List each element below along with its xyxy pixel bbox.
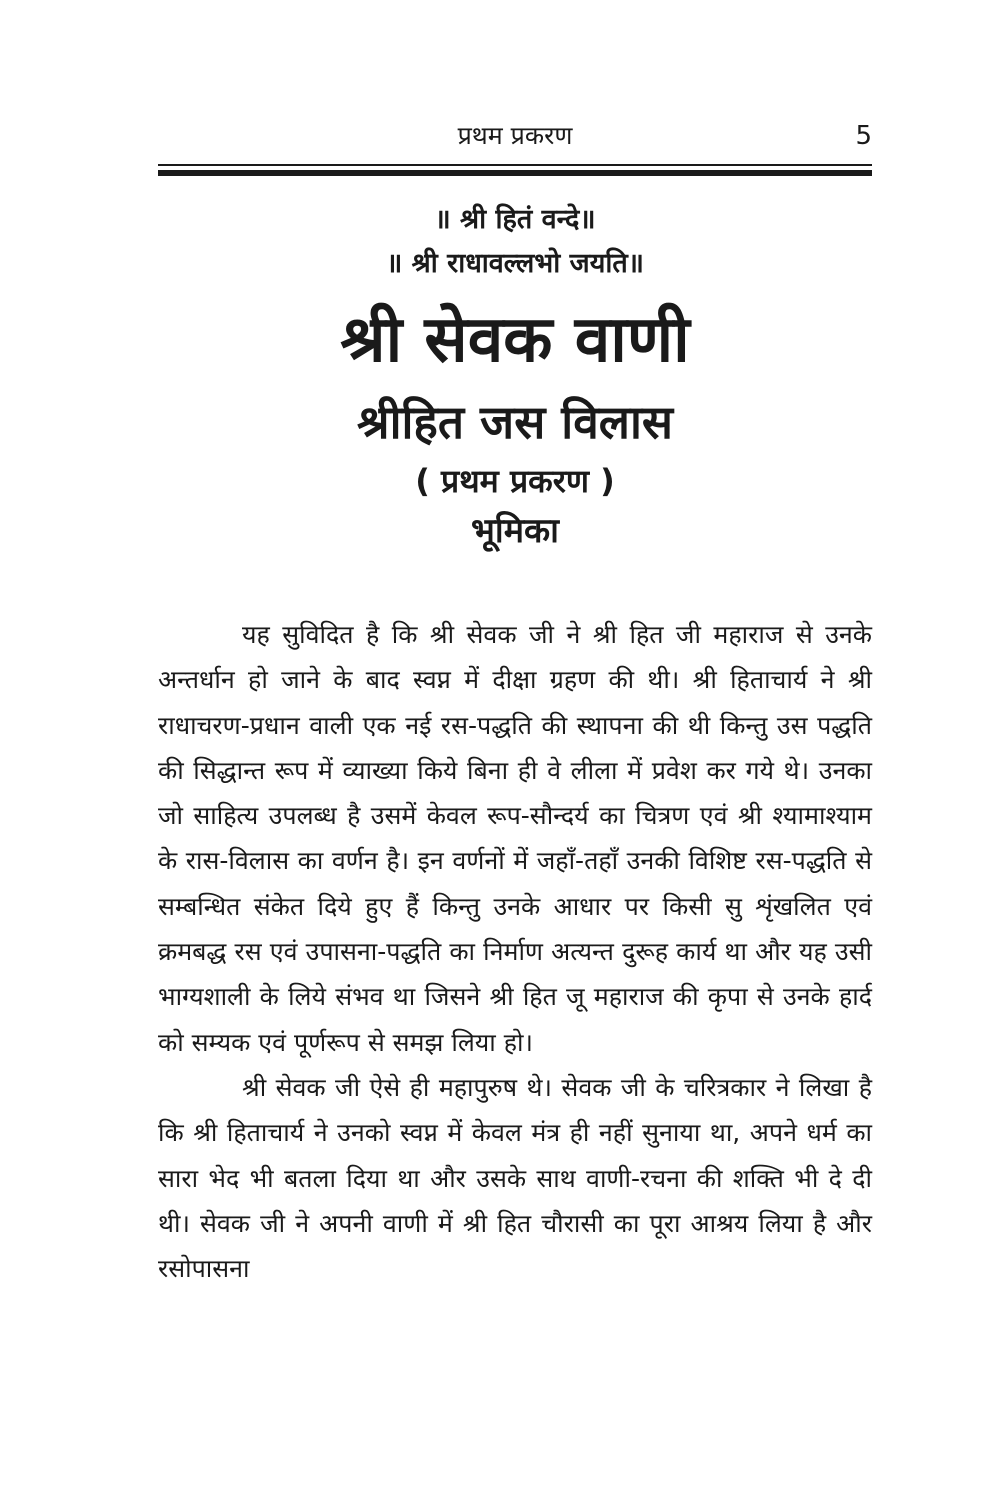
running-header [158, 118, 872, 158]
header-rule-thin [158, 164, 872, 166]
running-title: प्रथम प्रकरण [457, 121, 573, 150]
page-number: 5 [855, 121, 872, 151]
header-rule-thick [158, 170, 872, 176]
body-text [158, 612, 872, 1291]
paragraph-1: यह सुविदित है कि श्री सेवक जी ने श्री हित जी महाराज से उनके अन्तर्धान हो जाने के बाद स्वप्न में दीक्षा ग्रहण की थी। श्री हिताचार्य ने श्री राधाचरण-प्रधान वाली एक नई रस-पद्धति की स्थापना की थी किन्तु उस पद्धति की सिद्धान्त रूप में व्याख्या किये बिना ही वे लीला में प्रवेश कर गये थे। उनका जो साहित्य उपलब्ध है उसमें केवल रूप-सौन्दर्य का चित्रण एवं श्री श्यामाश्याम के रास-विलास का वर्णन है। इन वर्णनों में जहाँ-तहाँ उनकी विशिष्ट रस-पद्धति से सम्बन्धित संकेत दिये हुए हैं किन्तु उनके आधार पर किसी सु शृंखलित एवं क्रमबद्ध रस एवं उपासना-पद्धति का निर्माण अत्यन्त दुरूह कार्य था और यह उसी भाग्यशाली के लिये संभव था जिसने श्री हित जू महाराज की कृपा से उनके हार्द को सम्यक एवं पूर्णरूप से समझ लिया हो। [158, 620, 872, 1057]
book-title: श्री सेवक वाणी [340, 303, 690, 377]
chapter-heading: ( प्रथम प्रकरण ) [415, 462, 615, 500]
work-title: श्रीहित जस विलास [357, 395, 673, 449]
paragraph-2: श्री सेवक जी ऐसे ही महापुरुष थे। सेवक जी के चरित्रकार ने लिखा है कि श्री हिताचार्य ने उनको स्वप्न में केवल मंत्र ही नहीं सुनाया था, अपने धर्म का सारा भेद भी बतला दिया था और उसके साथ वाणी-रचना की शक्ति भी दे दी थी। सेवक जी ने अपनी वाणी में श्री हित चौरासी का पूरा आश्रय लिया है और रसोपासना [158, 1072, 872, 1284]
section-heading: भूमिका [471, 511, 559, 551]
title-block [158, 198, 872, 556]
invocation-line-2: ॥ श्री राधावल्लभो जयति॥ [386, 248, 644, 279]
invocation-line-1: ॥ श्री हितं वन्दे॥ [434, 204, 596, 235]
